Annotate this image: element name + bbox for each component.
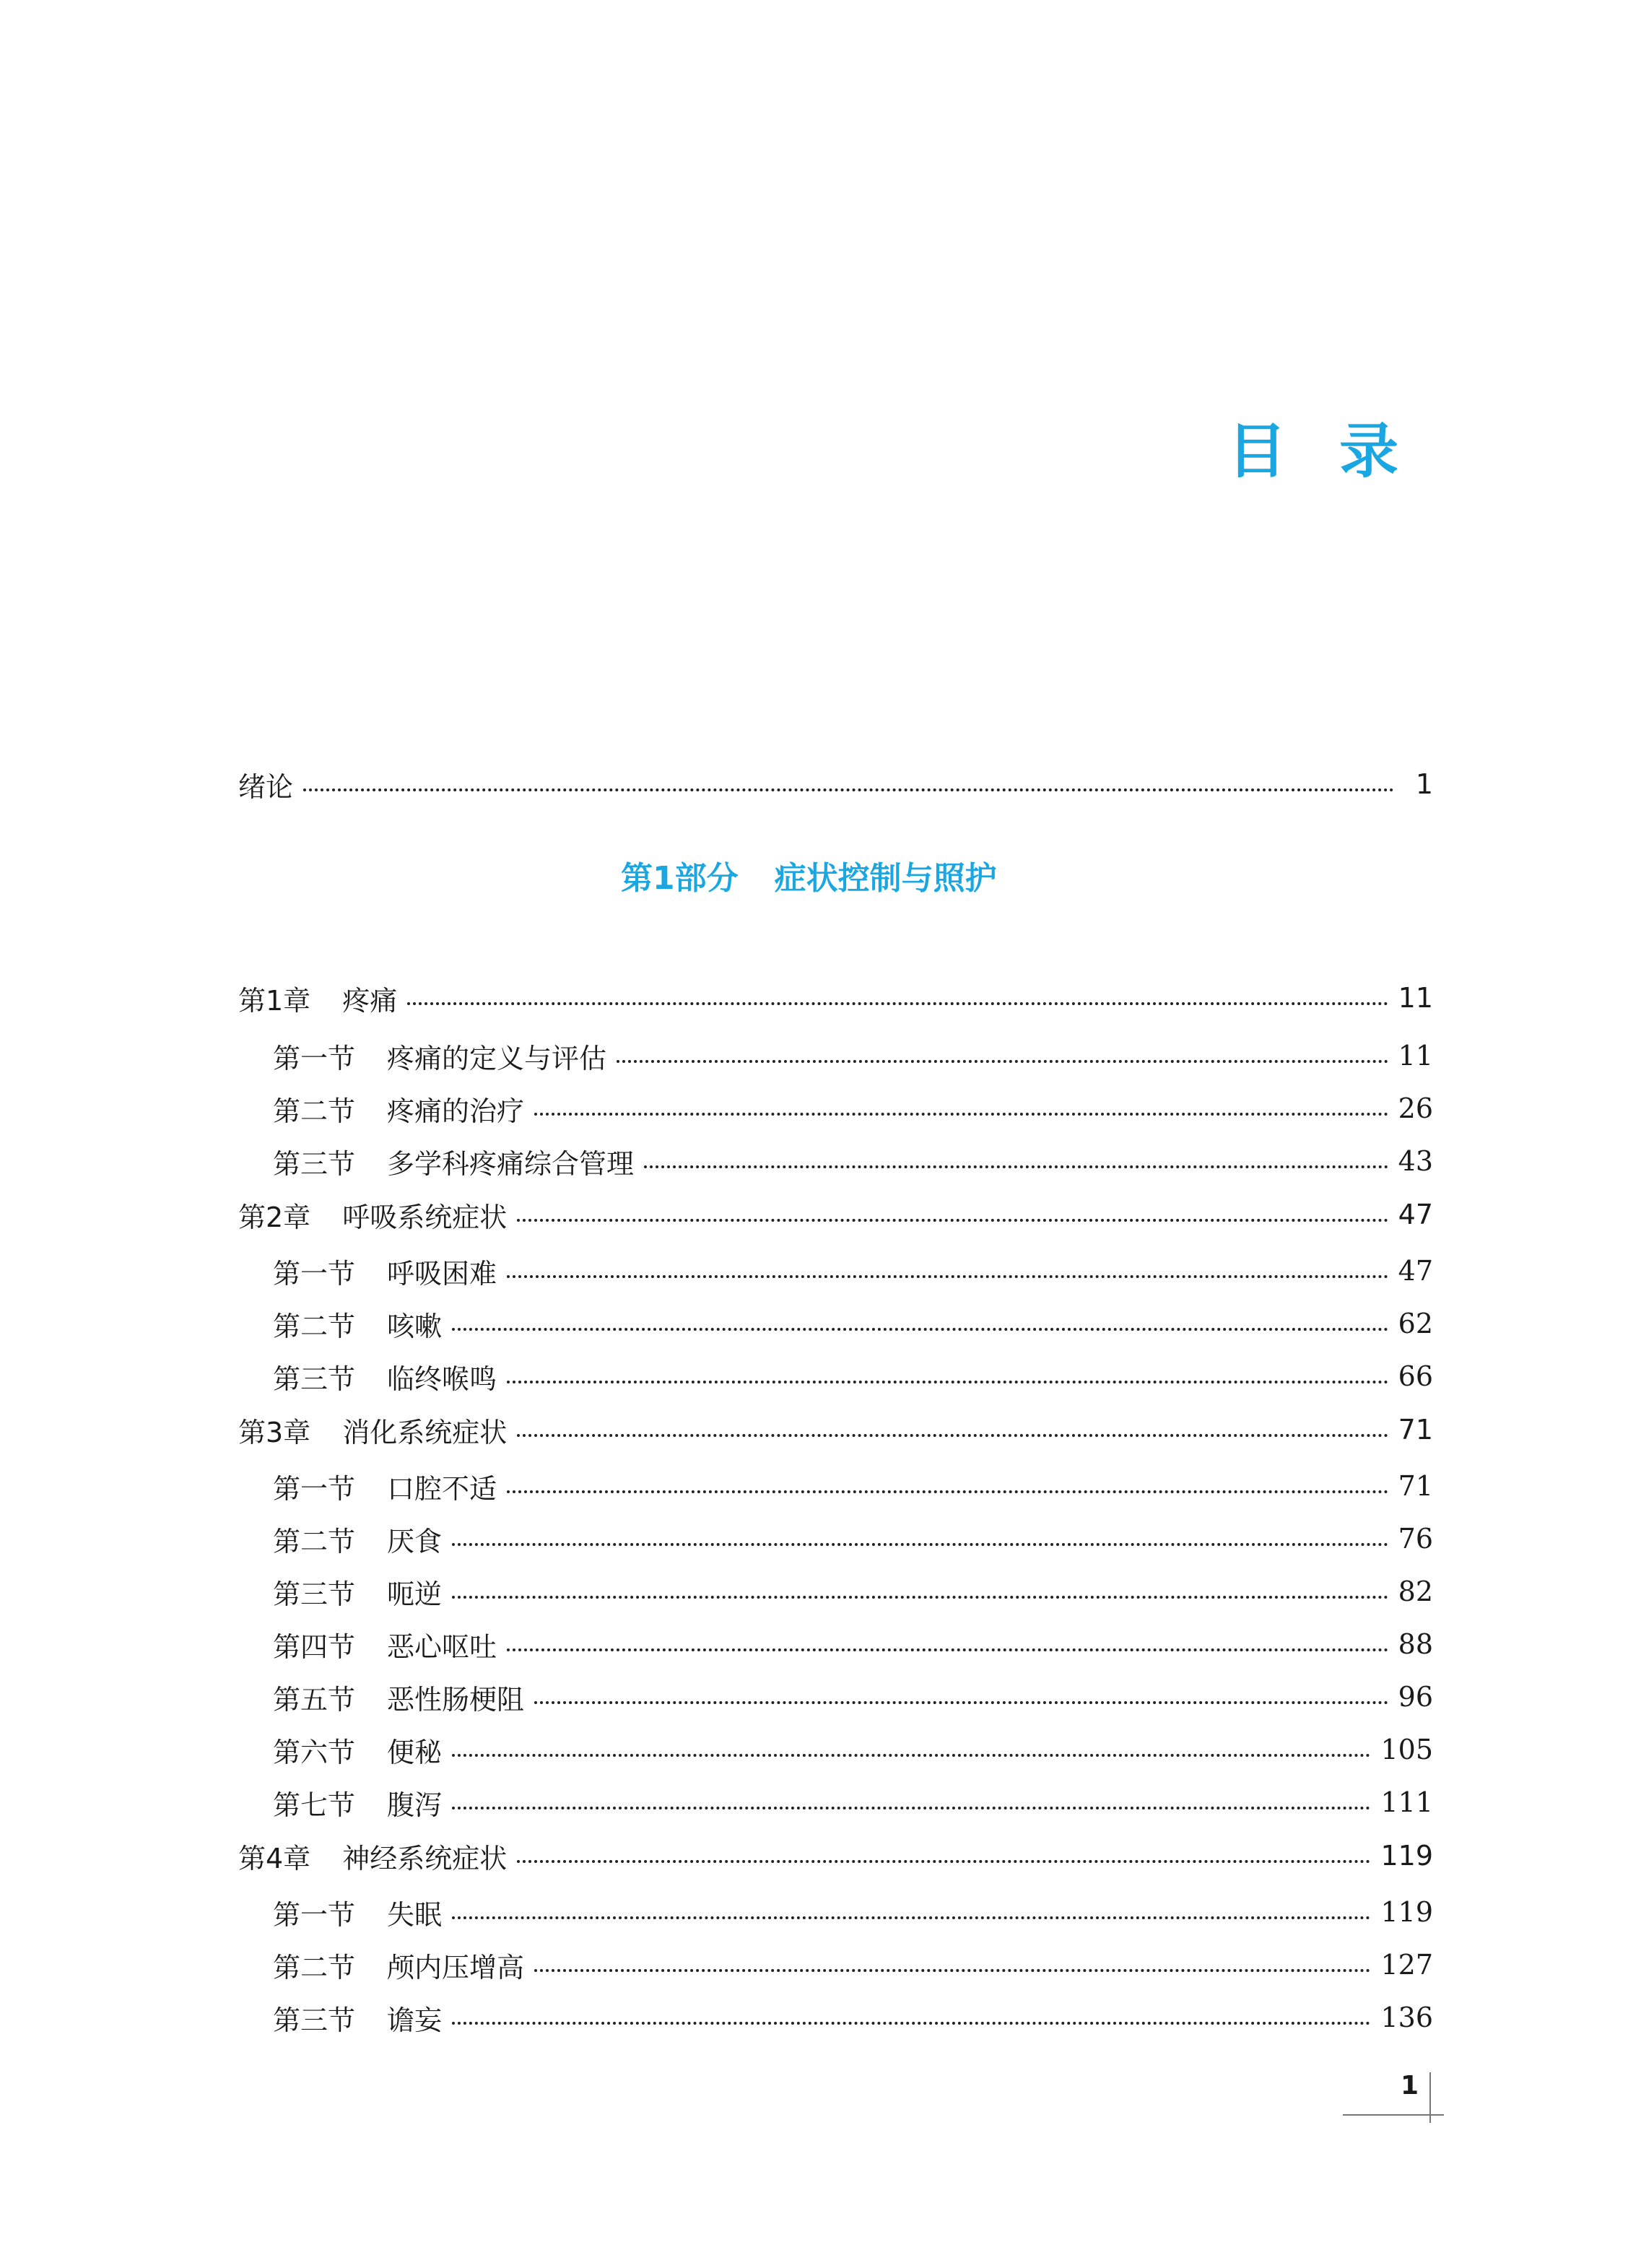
section-page: 111 — [1380, 1786, 1433, 1818]
title-char-2: 录 — [1339, 417, 1399, 486]
dot-leader — [517, 1434, 1388, 1437]
section-label: 恶性肠梗阻 — [387, 1683, 525, 1716]
section-page: 62 — [1398, 1308, 1433, 1339]
toc-section[interactable] — [273, 1570, 1433, 1613]
section-page: 66 — [1398, 1360, 1433, 1392]
toc-intro-label: 绪论 — [238, 770, 294, 803]
section-number: 第一节 — [273, 1898, 356, 1931]
chapter-label: 神经系统症状 — [342, 1842, 508, 1874]
section-page: 127 — [1380, 1949, 1433, 1981]
section-number: 第二节 — [273, 1310, 356, 1342]
dot-leader — [534, 1969, 1370, 1972]
toc-section[interactable] — [273, 1249, 1433, 1292]
toc-section[interactable] — [273, 1087, 1433, 1130]
dot-leader — [507, 1490, 1388, 1493]
section-label: 腹泻 — [387, 1789, 443, 1821]
page-number-rule — [1343, 2114, 1444, 2116]
dot-leader — [452, 1916, 1370, 1919]
dot-leader — [452, 1596, 1388, 1599]
section-page: 88 — [1398, 1628, 1433, 1660]
toc-intro[interactable] — [238, 762, 1433, 806]
dot-leader — [407, 1002, 1388, 1005]
section-page: 119 — [1380, 1896, 1433, 1928]
chapter-label: 消化系统症状 — [342, 1416, 508, 1448]
section-label: 疼痛的定义与评估 — [387, 1042, 607, 1074]
section-label: 便秘 — [387, 1736, 443, 1768]
section-label: 谵妄 — [387, 2004, 443, 2036]
toc-section[interactable] — [273, 1302, 1433, 1345]
dot-leader — [507, 1381, 1388, 1383]
toc-section[interactable] — [273, 1781, 1433, 1824]
section-number: 第四节 — [273, 1630, 356, 1663]
section-number: 第一节 — [273, 1042, 356, 1074]
section-number: 第三节 — [273, 1363, 356, 1395]
part-heading — [621, 852, 997, 898]
dot-leader — [517, 1860, 1370, 1863]
toc-section[interactable] — [273, 1139, 1433, 1183]
title-char-1: 目 — [1227, 417, 1287, 486]
section-number: 第三节 — [273, 2004, 356, 2036]
dot-leader — [452, 1543, 1388, 1546]
section-page: 47 — [1398, 1255, 1433, 1287]
section-number: 第二节 — [273, 1525, 356, 1557]
chapter-page: 119 — [1380, 1840, 1433, 1872]
chapter-number: 第2章 — [238, 1201, 311, 1233]
section-page: 76 — [1398, 1523, 1433, 1555]
section-number: 第一节 — [273, 1472, 356, 1505]
section-label: 临终喉鸣 — [387, 1363, 497, 1395]
section-page: 136 — [1380, 2002, 1433, 2033]
section-page: 82 — [1398, 1576, 1433, 1607]
section-number: 第七节 — [273, 1789, 356, 1821]
dot-leader — [452, 1807, 1370, 1809]
toc-section[interactable] — [273, 1890, 1433, 1934]
toc-chapter[interactable] — [238, 1408, 1433, 1451]
section-number: 第一节 — [273, 1257, 356, 1290]
dot-leader — [452, 1754, 1370, 1757]
dot-leader — [534, 1701, 1388, 1704]
dot-leader — [534, 1113, 1388, 1116]
dot-leader — [507, 1648, 1388, 1651]
dot-leader — [303, 788, 1394, 791]
section-label: 失眠 — [387, 1898, 443, 1931]
section-label: 疼痛的治疗 — [387, 1095, 525, 1127]
section-number: 第三节 — [273, 1147, 356, 1180]
toc-chapter[interactable] — [238, 976, 1433, 1020]
toc-section[interactable] — [273, 1675, 1433, 1719]
section-label: 口腔不适 — [387, 1472, 497, 1505]
section-label: 多学科疼痛综合管理 — [387, 1147, 635, 1180]
toc-section[interactable] — [273, 1728, 1433, 1771]
part-label: 症状控制与照护 — [774, 860, 997, 897]
chapter-label: 疼痛 — [342, 984, 398, 1017]
section-label: 咳嗽 — [387, 1310, 443, 1342]
toc-section[interactable] — [273, 1996, 1433, 2039]
section-number: 第五节 — [273, 1683, 356, 1716]
chapter-label: 呼吸系统症状 — [342, 1201, 508, 1233]
section-number: 第三节 — [273, 1578, 356, 1610]
chapter-number: 第3章 — [238, 1416, 311, 1448]
chapter-page: 47 — [1398, 1199, 1433, 1230]
toc-section[interactable] — [273, 1355, 1433, 1398]
section-number: 第二节 — [273, 1951, 356, 1984]
toc-section[interactable] — [273, 1943, 1433, 1986]
page-number: 1 — [1401, 2071, 1419, 2100]
toc-chapter[interactable] — [238, 1834, 1433, 1877]
part-number: 第1部分 — [621, 860, 739, 897]
toc-chapter[interactable] — [238, 1193, 1433, 1236]
dot-leader — [452, 2022, 1370, 2025]
toc-section[interactable] — [273, 1464, 1433, 1508]
section-number: 第六节 — [273, 1736, 356, 1768]
toc-section[interactable] — [273, 1517, 1433, 1560]
chapter-number: 第1章 — [238, 984, 311, 1017]
section-page: 96 — [1398, 1681, 1433, 1713]
chapter-number: 第4章 — [238, 1842, 311, 1874]
chapter-page: 11 — [1398, 982, 1433, 1014]
dot-leader — [507, 1275, 1388, 1278]
section-page: 105 — [1380, 1734, 1433, 1765]
section-page: 11 — [1398, 1040, 1433, 1072]
section-label: 呼吸困难 — [387, 1257, 497, 1290]
section-number: 第二节 — [273, 1095, 356, 1127]
dot-leader — [517, 1219, 1388, 1222]
section-label: 呃逆 — [387, 1578, 443, 1610]
section-page: 26 — [1398, 1092, 1433, 1124]
section-page: 43 — [1398, 1145, 1433, 1177]
dot-leader — [617, 1060, 1388, 1063]
chapter-page: 71 — [1398, 1414, 1433, 1446]
toc-section[interactable] — [273, 1622, 1433, 1666]
section-label: 厌食 — [387, 1525, 443, 1557]
section-label: 颅内压增高 — [387, 1951, 525, 1984]
toc-section[interactable] — [273, 1034, 1433, 1077]
dot-leader — [452, 1328, 1388, 1331]
page-number-divider — [1429, 2072, 1431, 2123]
section-label: 恶心呕吐 — [387, 1630, 497, 1663]
toc-intro-page: 1 — [1415, 768, 1433, 800]
section-page: 71 — [1398, 1470, 1433, 1502]
dot-leader — [644, 1165, 1388, 1168]
